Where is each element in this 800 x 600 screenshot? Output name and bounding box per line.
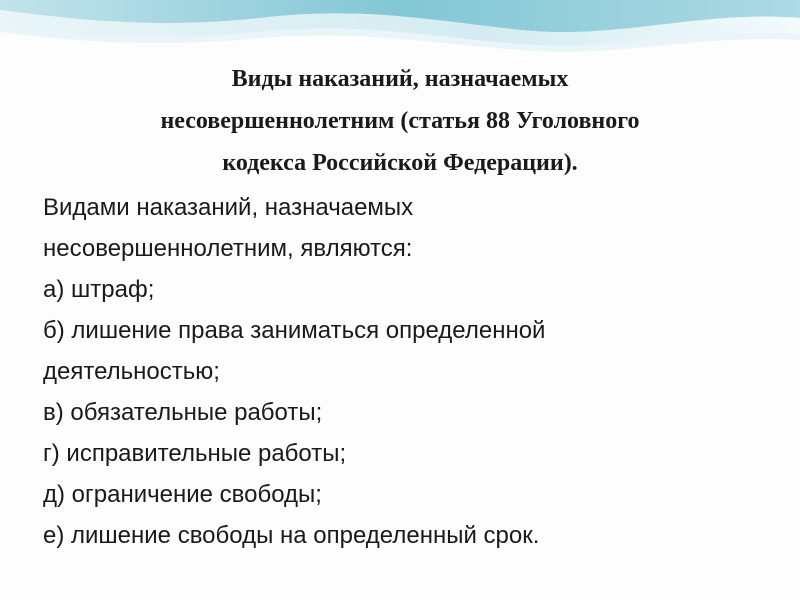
body-line: Видами наказаний, назначаемых	[43, 194, 414, 221]
list-item: е) лишение свободы на определенный срок.	[43, 522, 540, 549]
slide-body-text	[43, 187, 783, 556]
list-item: г) исправительные работы;	[43, 440, 347, 467]
body-line: несовершеннолетним, являются:	[43, 235, 413, 262]
slide-title	[20, 58, 780, 184]
list-item: д) ограничение свободы;	[43, 481, 322, 508]
list-item: а) штраф;	[43, 276, 155, 303]
title-line: Виды наказаний, назначаемых	[231, 66, 569, 92]
list-item-continuation: деятельностью;	[43, 358, 220, 385]
list-item: б) лишение права заниматься определенной	[43, 317, 546, 344]
title-line: кодекса Российской Федерации).	[222, 150, 578, 176]
list-item: в) обязательные работы;	[43, 399, 323, 426]
title-line: несовершеннолетним (статья 88 Уголовного	[160, 108, 640, 134]
